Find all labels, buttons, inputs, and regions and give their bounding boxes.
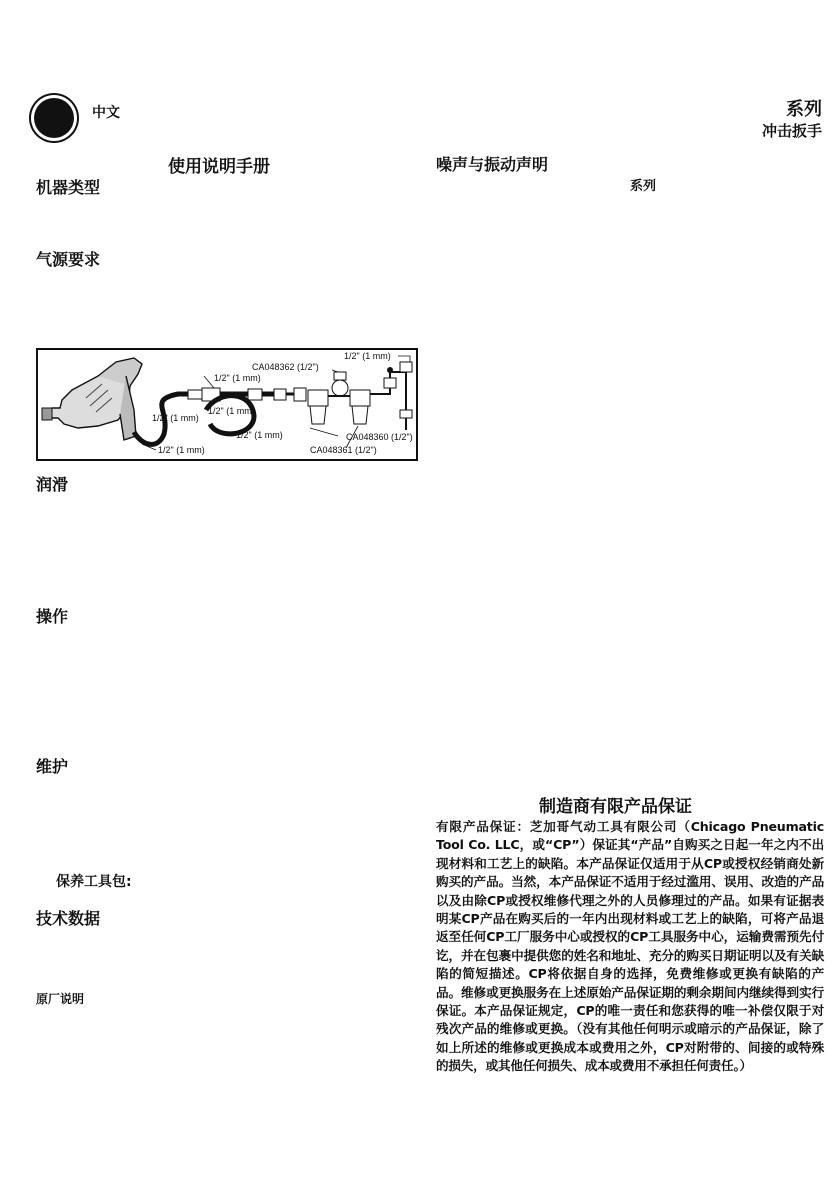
label-ca048362: CA048362 (1/2") bbox=[252, 362, 319, 372]
warranty-body: 有限产品保证：芝加哥气动工具有限公司（Chicago Pneumatic Tool Co. LLC，或“CP”）保证其“产品”自购买之日起一年之内不出现材料和工艺上的缺陷。本产品保证仅适用于从CP或授权经销商处新购买的产品。当然，本产品保证不适用于经过滥用、误用、改造的产品以及由除CP或授权维修代理之外的人员修理过的产品。如果有证据表明某CP产品在购买后的一年内出现材料或工艺上的缺陷，可将产品退返至任何CP工厂服务中心或授权的CP工具服务中心，运输费需预先付讫，并在包裹中提供您的姓名和地址、充分的购买日期证明以及有关缺陷的简短描述。CP将依据自身的选择，免费维修或更换有缺陷的产品。维修或更换服务在上述原始产品保证期的剩余期间内继续得到实行保证。本产品保证规定，CP的唯一责任和您获得的唯一补偿仅限于对残次产品的维修或更换。（没有其他任何明示或暗示的产品保证，除了如上所述的维修或更换成本或费用之外，CP对附带的、间接的或特殊的损失，或其他任何损失、成本或费用不承担任何责任。） bbox=[436, 819, 824, 1074]
label-mid-hose: 1/2" (1 mm) bbox=[208, 406, 255, 416]
lubrication-heading: 润滑 bbox=[36, 475, 69, 494]
label-ca048360: CA048360 (1/2") bbox=[346, 432, 413, 442]
manual-title: 使用说明手册 bbox=[168, 157, 270, 177]
product-type: 冲击扳手 bbox=[761, 122, 822, 140]
warranty-title: 制造商有限产品保证 bbox=[539, 797, 692, 817]
label-lower-hose: 1/2" (1 mm) bbox=[236, 430, 283, 440]
label-top-right-hose: 1/2" (1 mm) bbox=[344, 351, 391, 361]
technical-data-heading: 技术数据 bbox=[36, 909, 101, 928]
machine-type-heading: 机器类型 bbox=[36, 178, 101, 197]
label-upper-hose: 1/2" (1 mm) bbox=[214, 373, 261, 383]
original-instructions-label: 原厂说明 bbox=[36, 992, 85, 1006]
noise-vibration-heading: 噪声与振动声明 bbox=[436, 155, 549, 174]
maintenance-heading: 维护 bbox=[36, 757, 69, 776]
impact-wrench-icon bbox=[42, 358, 142, 440]
label-ca048361: CA048361 (1/2") bbox=[310, 445, 377, 455]
language-badge-icon bbox=[34, 98, 74, 138]
air-supply-diagram bbox=[36, 348, 418, 461]
maintenance-kit-label: 保养工具包: bbox=[56, 874, 132, 890]
label-left-hose: 1/2" (1 mm) bbox=[152, 413, 199, 423]
air-supply-heading: 气源要求 bbox=[36, 250, 101, 269]
label-bottom-hose: 1/2" (1 mm) bbox=[158, 445, 205, 455]
series-title: 系列 bbox=[786, 99, 822, 120]
noise-series-label: 系列 bbox=[630, 179, 657, 194]
air-line-illustration bbox=[38, 350, 416, 459]
operation-heading: 操作 bbox=[36, 607, 69, 626]
language-label: 中文 bbox=[92, 105, 120, 121]
